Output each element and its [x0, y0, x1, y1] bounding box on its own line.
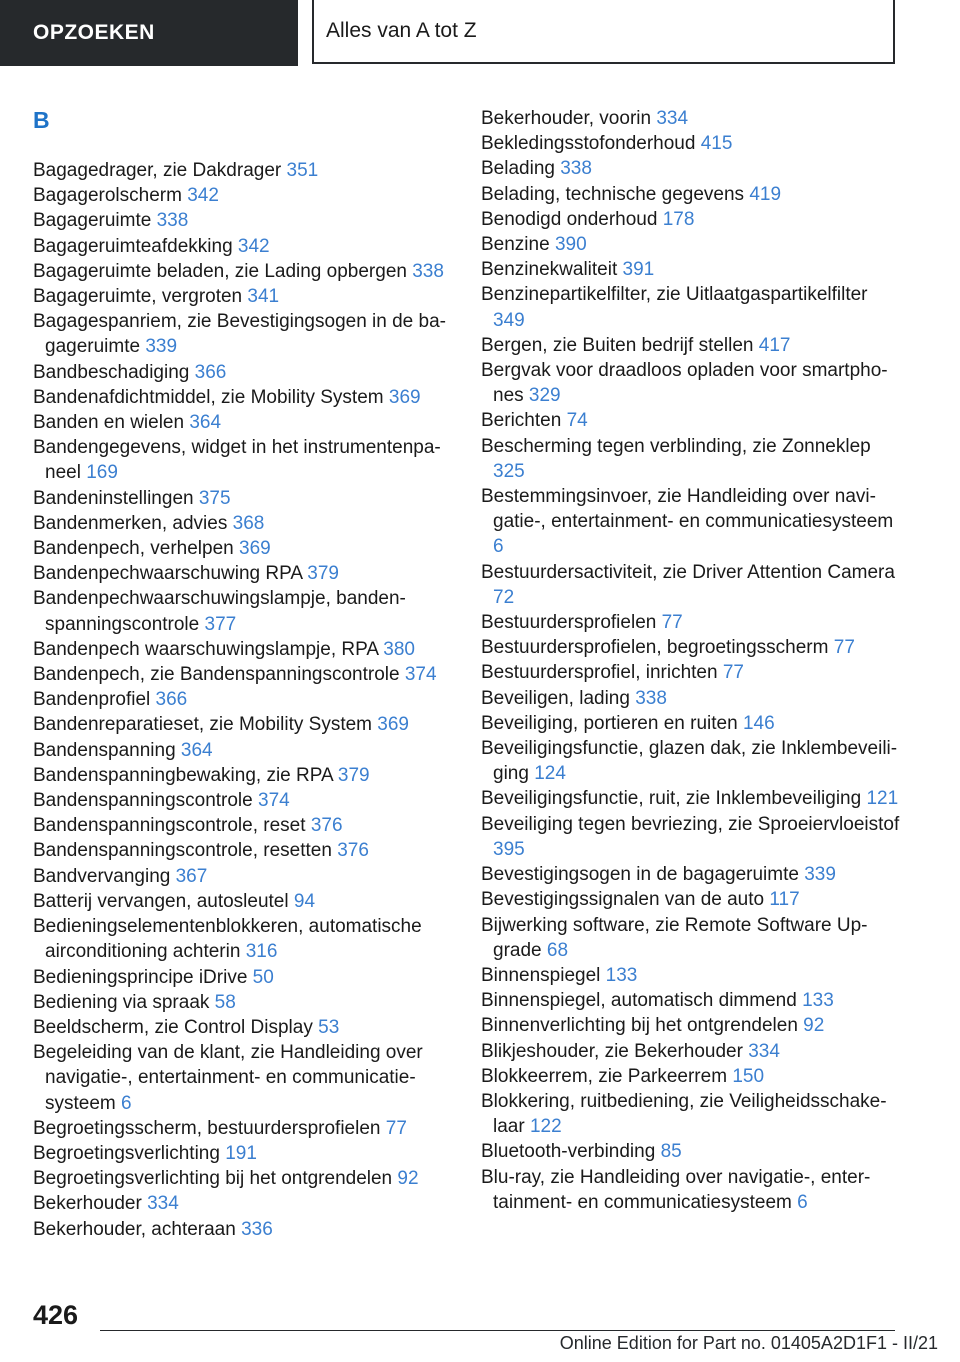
- index-entry-text: Bandenafdichtmiddel, zie Mobility System: [33, 386, 384, 408]
- index-entry-text: Bestuurdersprofiel, inrichten: [481, 662, 718, 684]
- section-tab-label: OPZOEKEN: [33, 21, 155, 44]
- index-entry: [481, 1013, 901, 1038]
- index-entry-text: Bagagerolscherm: [33, 185, 182, 207]
- index-entry: [33, 536, 453, 561]
- index-entry-text: Bandvervanging: [33, 865, 171, 887]
- index-entry-text: Bergvak voor draadloos opladen voor smartphones: [481, 360, 888, 407]
- index-entry: [481, 358, 901, 408]
- page-reference-link[interactable]: 146: [742, 712, 775, 734]
- index-entry: [481, 1039, 901, 1064]
- page-reference-link[interactable]: 178: [662, 208, 695, 230]
- index-entry-text: Bandenmerken, advies: [33, 512, 228, 534]
- index-entry-text: Bagageruimte, vergroten: [33, 286, 243, 308]
- index-entry: [33, 385, 453, 410]
- page-reference-link[interactable]: 419: [749, 183, 782, 205]
- page-reference-link[interactable]: 369: [377, 714, 409, 736]
- index-entry: [481, 610, 901, 635]
- index-entry-text: Begroetingsscherm, bestuurdersprofielen: [33, 1117, 381, 1139]
- page-reference-link[interactable]: 369: [388, 386, 421, 408]
- footer-divider: [100, 1330, 895, 1331]
- index-entry: [33, 1191, 453, 1216]
- index-entry-text: Bandenspanningscontrole, reset: [33, 815, 306, 837]
- index-entry: [481, 812, 901, 862]
- index-entry: [481, 660, 901, 685]
- index-entry: [33, 813, 453, 838]
- index-entry: [33, 889, 453, 914]
- index-entry: [33, 838, 453, 863]
- index-entry: [33, 234, 453, 259]
- page-reference-link[interactable]: 77: [833, 637, 855, 659]
- section-letter: B: [33, 107, 50, 133]
- index-entry-text: Bandeninstellingen: [33, 487, 194, 509]
- index-entry-text: Blikjeshouder, zie Bekerhouder: [481, 1040, 743, 1062]
- index-entry: [33, 435, 453, 485]
- index-entry-text: Bestemmingsinvoer, zie Handleiding over navigatie-, entertainment- en communicatiesysteem: [481, 486, 894, 533]
- index-entry-text: Batterij vervangen, autosleutel: [33, 890, 289, 912]
- page-reference-link[interactable]: 74: [566, 410, 588, 432]
- page-reference-link[interactable]: 6: [121, 1092, 132, 1114]
- index-entry-text: Bagageruimte: [33, 210, 152, 232]
- index-entry-text: Bagagespanriem, zie Bevestigingsogen in de bagageruimte: [33, 311, 446, 358]
- index-entry: [481, 560, 901, 610]
- index-entry: [33, 1116, 453, 1141]
- index-entry-text: Bergen, zie Buiten bedrijf stellen: [481, 334, 754, 356]
- page-reference-link[interactable]: 117: [769, 889, 800, 911]
- index-entry-text: Bagagedrager, zie Dakdrager: [33, 160, 282, 181]
- index-entry-text: Benodigd onderhoud: [481, 208, 658, 230]
- page-reference-link[interactable]: 53: [318, 1016, 340, 1038]
- index-entry: [33, 561, 453, 586]
- index-entry-text: Blokkeerrem, zie Parkeerrem: [481, 1065, 728, 1087]
- page-reference-link[interactable]: 58: [214, 991, 236, 1013]
- index-entry: [33, 965, 453, 990]
- page-reference-link[interactable]: 77: [722, 662, 744, 684]
- index-entry: [33, 183, 453, 208]
- index-entry: [481, 434, 901, 484]
- index-entry: [33, 511, 453, 536]
- page-reference-link[interactable]: 374: [404, 664, 437, 686]
- page-reference-link[interactable]: 77: [385, 1117, 407, 1139]
- index-entry-text: Benzine: [481, 234, 550, 256]
- page-reference-link[interactable]: 338: [156, 210, 189, 232]
- index-entry-text: Belading, technische gegevens: [481, 183, 745, 205]
- index-entry-text: Bekerhouder, voorin: [481, 108, 652, 129]
- edition-note: Online Edition for Part no. 01405A2D1F1 - II/21: [559, 1333, 938, 1353]
- page-reference-link[interactable]: 150: [732, 1065, 765, 1087]
- index-entry: [33, 864, 453, 889]
- page-reference-link[interactable]: 341: [247, 286, 280, 308]
- page-reference-link[interactable]: 169: [86, 462, 118, 484]
- index-entry: [33, 586, 453, 636]
- index-entry-text: Benzinekwaliteit: [481, 259, 618, 281]
- page-reference-link[interactable]: 368: [232, 512, 265, 534]
- page-reference-link[interactable]: 342: [237, 235, 270, 257]
- page-reference-link[interactable]: 334: [748, 1040, 780, 1062]
- index-entry: [33, 914, 453, 964]
- page-reference-link[interactable]: 369: [239, 538, 271, 560]
- index-entry-text: Beeldscherm, zie Control Display: [33, 1016, 313, 1038]
- index-entry-text: Bestuurdersprofielen: [481, 612, 657, 634]
- page-reference-link[interactable]: 77: [661, 612, 683, 634]
- page-reference-link[interactable]: 121: [866, 788, 899, 810]
- index-entry-text: Belading: [481, 158, 555, 180]
- page-reference-link[interactable]: 415: [700, 133, 733, 155]
- index-entry-text: Bandenpech, verhelpen: [33, 538, 234, 560]
- index-entry: [481, 156, 901, 181]
- index-entry: [481, 711, 901, 736]
- index-entry: [481, 736, 901, 786]
- page-reference-link[interactable]: 351: [286, 160, 319, 181]
- index-entry: [481, 786, 901, 811]
- index-entry-text: Bandenspanningbewaking, zie RPA: [33, 764, 333, 786]
- index-entry: [33, 990, 453, 1015]
- index-entry: [481, 1139, 901, 1164]
- index-entry: [33, 208, 453, 233]
- page-reference-link[interactable]: 325: [493, 460, 525, 482]
- index-list-right: [481, 106, 901, 1215]
- index-column-right: [481, 106, 901, 1215]
- index-entry-text: Begroetingsverlichting: [33, 1142, 220, 1164]
- page-reference-link[interactable]: 379: [307, 563, 339, 585]
- index-entry: [33, 1015, 453, 1040]
- chapter-title: Alles van A tot Z: [326, 19, 477, 42]
- index-entry: [481, 106, 901, 131]
- index-entry-text: Bandenspanningscontrole: [33, 790, 253, 812]
- page-reference-link[interactable]: 316: [245, 941, 278, 963]
- index-entry-text: Begeleiding van de klant, zie Handleiding over navigatie-, entertainment- en communicatiesysteem: [33, 1042, 423, 1114]
- page-reference-link[interactable]: 50: [252, 966, 274, 988]
- index-entry-text: Bedieningselementenblokkeren, automatische airconditioning achterin: [33, 916, 422, 963]
- index-entry: [33, 259, 453, 284]
- page-reference-link[interactable]: 329: [528, 385, 561, 407]
- page-reference-link[interactable]: 334: [656, 108, 689, 129]
- index-entry: [481, 913, 901, 963]
- index-entry-text: Bevestigingssignalen van de auto: [481, 889, 765, 911]
- index-entry: [33, 1166, 453, 1191]
- page-reference-link[interactable]: 342: [187, 185, 219, 207]
- index-entry: [481, 1064, 901, 1089]
- index-entry: [481, 1089, 901, 1139]
- index-entry-text: Bijwerking software, zie Remote Software Upgrade: [481, 914, 868, 961]
- page-reference-link[interactable]: 364: [189, 412, 222, 434]
- index-entry: [33, 360, 453, 385]
- page-reference-link[interactable]: 92: [803, 1015, 825, 1037]
- index-entry: [33, 763, 453, 788]
- index-entry: [481, 131, 901, 156]
- index-entry-text: Beveiligen, lading: [481, 687, 630, 709]
- page-reference-link[interactable]: 94: [293, 890, 316, 912]
- index-entry: [481, 686, 901, 711]
- page-reference-link[interactable]: 339: [804, 864, 836, 886]
- index-entry: [481, 232, 901, 257]
- page-reference-link[interactable]: 374: [258, 790, 290, 812]
- page-reference-link[interactable]: 68: [546, 939, 569, 961]
- index-entry-text: Bandenreparatieset, zie Mobility System: [33, 714, 372, 736]
- page-reference-link[interactable]: 6: [493, 536, 504, 558]
- index-entry-text: Bandenpechwaarschuwing RPA: [33, 563, 302, 585]
- index-entry: [33, 1217, 453, 1242]
- page-reference-link[interactable]: 375: [198, 487, 231, 509]
- index-entry-text: Bagageruimte beladen, zie Lading opbergen: [33, 260, 407, 282]
- index-entry: [33, 410, 453, 435]
- page-reference-link[interactable]: 338: [560, 158, 592, 180]
- page-reference-link[interactable]: 379: [337, 764, 370, 786]
- page-reference-link[interactable]: 338: [412, 260, 444, 282]
- page-reference-link[interactable]: 334: [147, 1193, 179, 1215]
- index-entry-text: Binnenverlichting bij het ontgrendelen: [481, 1015, 798, 1037]
- page-reference-link[interactable]: 349: [493, 309, 525, 331]
- index-entry-text: Blu-ray, zie Handleiding over navigatie-, entertainment- en communicatiesysteem: [481, 1166, 871, 1213]
- index-entry: [481, 635, 901, 660]
- page-reference-link[interactable]: 367: [175, 865, 208, 887]
- index-entry-text: Beveiligingsfunctie, ruit, zie Inklembeveiliging: [481, 788, 862, 810]
- page-reference-link[interactable]: 364: [180, 739, 213, 761]
- index-entry-text: Bediening via spraak: [33, 991, 210, 1013]
- index-entry: [33, 1141, 453, 1166]
- page-reference-link[interactable]: 338: [635, 687, 667, 709]
- index-entry: [33, 309, 453, 359]
- page-reference-link[interactable]: 122: [529, 1116, 562, 1138]
- page-reference-link[interactable]: 85: [660, 1141, 682, 1163]
- index-column-left: [33, 108, 453, 1242]
- index-entry-text: Bandenprofiel: [33, 689, 151, 711]
- chapter-title-box: [312, 0, 895, 64]
- index-entry-text: Banden en wielen: [33, 412, 185, 434]
- page-reference-link[interactable]: 417: [758, 334, 791, 356]
- index-entry: [481, 333, 901, 358]
- index-entry-text: Bluetooth-verbinding: [481, 1141, 656, 1163]
- index-entry-text: Beveiliging tegen bevriezing, zie Sproeiervloeistof: [481, 813, 900, 835]
- index-entry-text: Bestuurdersprofielen, begroetingsscherm: [481, 637, 829, 659]
- index-entry-text: Bekledingsstofonderhoud: [481, 133, 696, 155]
- index-entry-text: Bandbeschadiging: [33, 361, 190, 383]
- index-entry: [33, 687, 453, 712]
- page-reference-link[interactable]: 191: [225, 1142, 257, 1164]
- index-entry-text: Bandengegevens, widget in het instrumentenpaneel: [33, 437, 441, 484]
- page-reference-link[interactable]: 336: [241, 1218, 273, 1240]
- index-entry: [33, 712, 453, 737]
- index-entry: [481, 408, 901, 433]
- index-entry-text: Bekerhouder: [33, 1193, 142, 1215]
- index-entry-text: Bandenspanning: [33, 739, 176, 761]
- index-entry-text: Bevestigingsogen in de bagageruimte: [481, 864, 799, 886]
- index-entry-text: Beveiliging, portieren en ruiten: [481, 712, 738, 734]
- index-entry-text: Beveiligingsfunctie, glazen dak, zie Inklembeveiliging: [481, 738, 898, 785]
- index-entry-text: Bekerhouder, achteraan: [33, 1218, 236, 1240]
- page-number: 426: [33, 1300, 79, 1330]
- index-entry-text: Bandenspanningscontrole, resetten: [33, 840, 332, 862]
- index-entry-text: Binnenspiegel: [481, 964, 601, 986]
- section-tab[interactable]: [0, 0, 298, 66]
- page-reference-link[interactable]: 92: [397, 1168, 419, 1190]
- index-entry-text: Bandenpech waarschuwingslampje, RPA: [33, 638, 379, 660]
- index-entry: [481, 182, 901, 207]
- index-entry: [33, 284, 453, 309]
- page-reference-link[interactable]: 339: [145, 336, 178, 358]
- page-reference-link[interactable]: 391: [622, 259, 655, 281]
- page-reference-link[interactable]: 376: [310, 815, 343, 837]
- index-entry: [33, 486, 453, 511]
- page-reference-link[interactable]: 72: [493, 586, 515, 608]
- index-entry-text: Bedieningsprincipe iDrive: [33, 966, 248, 988]
- index-entry: [33, 788, 453, 813]
- index-entry: [481, 1165, 901, 1215]
- index-entry: [481, 887, 901, 912]
- index-list-left: [33, 158, 453, 1242]
- index-entry-text: Binnenspiegel, automatisch dimmend: [481, 990, 797, 1012]
- index-entry-text: Bestuurdersactiviteit, zie Driver Attention Camera: [481, 561, 895, 583]
- page-reference-link[interactable]: 395: [493, 838, 525, 860]
- index-entry: [481, 963, 901, 988]
- page-reference-link[interactable]: 366: [194, 361, 227, 383]
- index-entry: [481, 257, 901, 282]
- index-entry: [33, 662, 453, 687]
- index-entry: [33, 1040, 453, 1116]
- index-entry: [481, 207, 901, 232]
- index-entry-text: Bandenpechwaarschuwingslampje, bandenspanningscontrole: [33, 588, 406, 635]
- page-reference-link[interactable]: 380: [383, 638, 415, 660]
- index-entry: [33, 637, 453, 662]
- page-header: [0, 0, 960, 66]
- index-entry-text: Blokkering, ruitbediening, zie Veiligheidsschakelaar: [481, 1090, 887, 1138]
- index-entry-text: Berichten: [481, 410, 562, 432]
- index-entry-text: Bandenpech, zie Bandenspanningscontrole: [33, 664, 400, 686]
- index-entry-text: Begroetingsverlichting bij het ontgrendelen: [33, 1168, 393, 1190]
- index-entry: [33, 158, 453, 183]
- index-entry: [33, 738, 453, 763]
- page-reference-link[interactable]: 6: [797, 1191, 808, 1213]
- page-reference-link[interactable]: 133: [605, 964, 638, 986]
- page-reference-link[interactable]: 133: [802, 990, 834, 1012]
- page-reference-link[interactable]: 376: [337, 840, 369, 862]
- index-entry: [481, 484, 901, 560]
- page-reference-link[interactable]: 390: [554, 234, 587, 256]
- index-entry-text: Bescherming tegen verblinding, zie Zonneklep: [481, 435, 871, 457]
- page-reference-link[interactable]: 366: [155, 689, 188, 711]
- index-entry: [481, 988, 901, 1013]
- page-reference-link[interactable]: 377: [204, 613, 237, 635]
- index-entry: [481, 282, 901, 332]
- index-entry-text: Benzinepartikelfilter, zie Uitlaatgaspartikelfilter: [481, 284, 868, 306]
- index-entry-text: Bagageruimteafdekking: [33, 235, 233, 257]
- index-entry: [481, 862, 901, 887]
- page-reference-link[interactable]: 124: [534, 763, 566, 785]
